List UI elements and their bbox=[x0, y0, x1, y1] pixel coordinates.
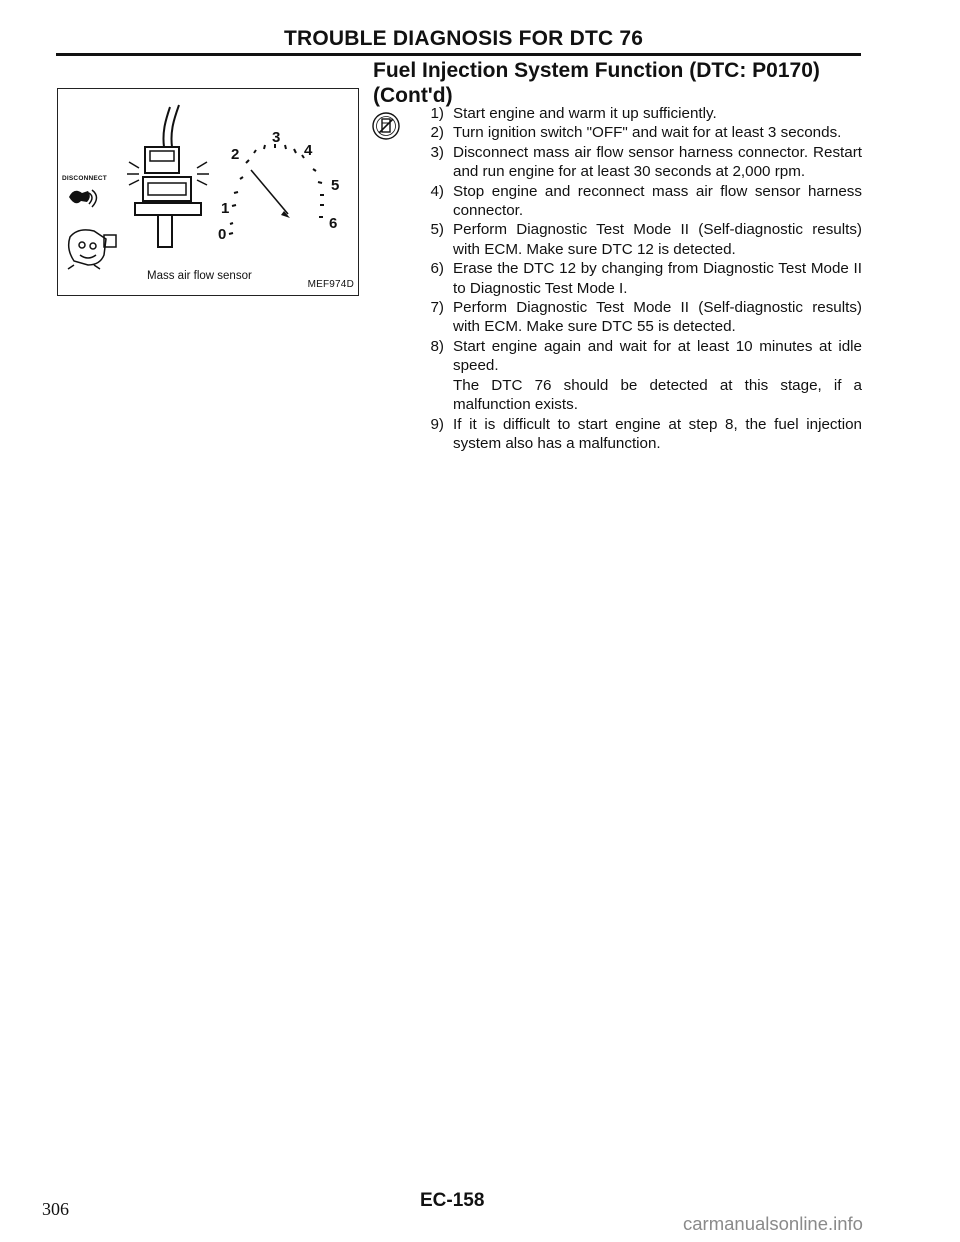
step-text: Stop engine and reconnect mass air flow sensor harness connector. bbox=[453, 182, 862, 220]
gauge-tick-2: 2 bbox=[231, 146, 240, 163]
step-1 bbox=[414, 104, 862, 123]
gauge-tick-4: 4 bbox=[304, 142, 313, 159]
step-4 bbox=[414, 182, 862, 221]
gauge-needle bbox=[251, 170, 290, 218]
step-number: 9) bbox=[430, 415, 444, 433]
watermark: carmanualsonline.info bbox=[683, 1213, 863, 1234]
step-text: Erase the DTC 12 by changing from Diagnostic Test Mode II to Diagnostic Test Mode I. bbox=[453, 260, 862, 297]
figure-illustration bbox=[57, 88, 359, 296]
disconnect-icon bbox=[69, 190, 97, 207]
step-number: 6) bbox=[430, 260, 444, 278]
page-code: EC-158 bbox=[420, 1190, 485, 1211]
page-header-title: TROUBLE DIAGNOSIS FOR DTC 76 bbox=[284, 27, 644, 50]
header-rule bbox=[56, 53, 861, 56]
car-mascot-icon bbox=[68, 230, 116, 269]
step-text: Start engine and warm it up sufficiently. bbox=[453, 105, 717, 122]
step-number: 4) bbox=[430, 182, 444, 200]
step-note: The DTC 76 should be detected at this stage, if a malfunction exists. bbox=[453, 376, 862, 414]
step-2 bbox=[414, 123, 862, 142]
step-8 bbox=[414, 337, 862, 415]
sensor-caption: Mass air flow sensor bbox=[147, 270, 252, 282]
gauge-tick-0: 0 bbox=[218, 226, 227, 243]
procedure-steps bbox=[414, 104, 862, 453]
step-text: If it is difficult to start engine at step 8, the fuel injection system also has a malfunction. bbox=[453, 415, 862, 452]
section-title: Fuel Injection System Function (DTC: P0170) (Cont'd) bbox=[373, 59, 820, 107]
step-number: 5) bbox=[430, 221, 444, 239]
caution-icon bbox=[371, 111, 401, 141]
step-text: Turn ignition switch "OFF" and wait for at least 3 seconds. bbox=[453, 124, 842, 142]
step-text: Disconnect mass air flow sensor harness connector. Restart and run engine for at least 30 seconds at 2,000 rpm. bbox=[453, 143, 862, 181]
gauge-tick-5: 5 bbox=[331, 177, 340, 194]
gauge-tick-3: 3 bbox=[272, 129, 281, 146]
step-6 bbox=[414, 259, 862, 298]
step-text: Perform Diagnostic Test Mode II (Self-diagnostic results) with ECM. Make sure DTC 55 is detected. bbox=[453, 299, 862, 336]
step-text: Start engine again and wait for at least 10 minutes at idle speed. bbox=[453, 337, 862, 375]
step-5 bbox=[414, 220, 862, 259]
step-9 bbox=[414, 415, 862, 454]
step-number: 7) bbox=[430, 299, 444, 317]
step-number: 8) bbox=[430, 337, 444, 355]
page-number: 306 bbox=[42, 1199, 69, 1219]
step-7 bbox=[414, 298, 862, 337]
disconnect-label: DISCONNECT bbox=[62, 175, 107, 182]
figure-code: MEF974D bbox=[307, 279, 354, 290]
step-number: 1) bbox=[430, 105, 444, 122]
gauge-tick-1: 1 bbox=[221, 200, 230, 217]
step-text: Perform Diagnostic Test Mode II (Self-diagnostic results) with ECM. Make sure DTC 12 is detected. bbox=[453, 221, 862, 258]
figure-drawing bbox=[58, 89, 360, 297]
step-number: 3) bbox=[430, 143, 444, 161]
step-number: 2) bbox=[430, 124, 444, 142]
step-3 bbox=[414, 143, 862, 182]
gauge-tick-6: 6 bbox=[329, 215, 338, 232]
